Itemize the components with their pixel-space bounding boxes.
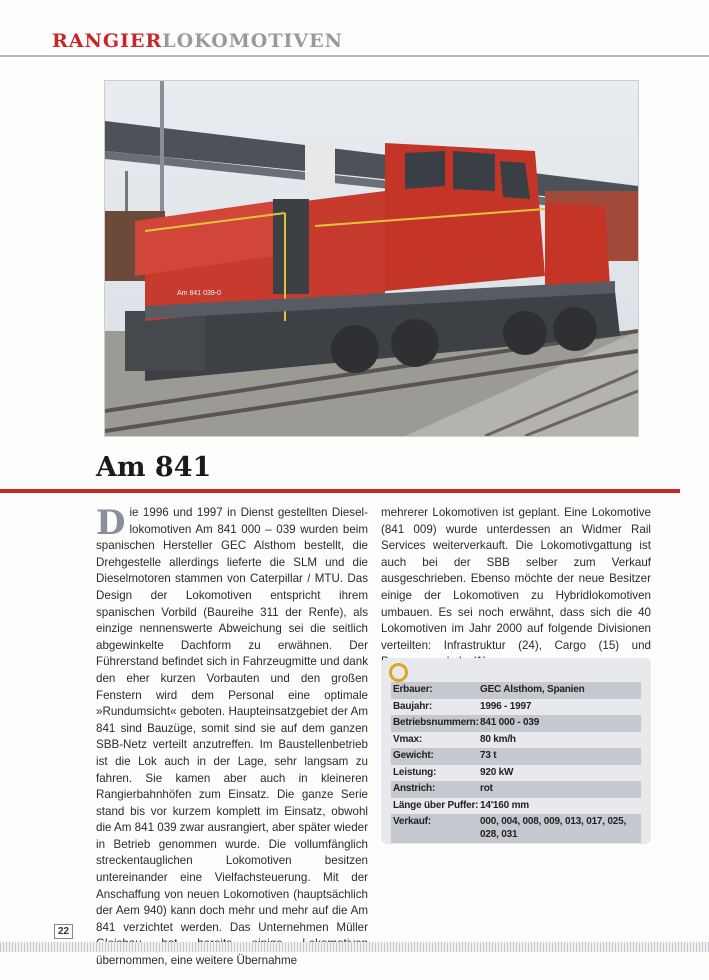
spec-box: [381, 658, 651, 844]
spec-key: Vmax:: [393, 733, 423, 745]
spec-key: Anstrich:: [393, 783, 436, 794]
ring-icon: [389, 663, 408, 682]
spec-value: 1996 - 1997: [480, 700, 532, 712]
spec-table: [391, 682, 641, 843]
spec-value: rot: [480, 783, 493, 794]
spec-value: 841 000 - 039: [480, 717, 540, 728]
spec-key: Leistung:: [393, 766, 437, 778]
spec-key: Gewicht:: [393, 750, 434, 761]
spec-key: Erbauer:: [393, 684, 433, 695]
page-title: Am 841: [96, 452, 212, 483]
number-plate: Am 841 039-0: [177, 290, 221, 297]
dropcap: D: [96, 503, 126, 543]
locomotive-illustration: [105, 81, 638, 436]
spec-value: 73 t: [480, 750, 497, 761]
page-number: 22: [54, 924, 73, 939]
section-header: [52, 30, 343, 52]
spec-row: [391, 814, 641, 843]
spec-row: [391, 715, 641, 732]
spec-key: Verkauf:: [393, 816, 431, 827]
title-rule: [0, 489, 680, 493]
spec-value: 920 kW: [480, 766, 514, 778]
body-column-2: mehrerer Lokomotiven ist geplant. Eine Lokomotive (841 009) wurde unterdessen an Widmer Rail Services weiterverkauft. Die Lokomotivgattung ist auch bei der SBB selber zum Verkauf ausgeschrieben. Ebenso möchte der neue Besitzer einige der Lokomotiven zu Hybridlokomotiven umbauen. Es sei noch erwähnt, dass sich die 40 Lokomotiven im Jahr 2000 auf folgende Divisionen verteilten: Infrastruktur (24), Cargo (15) und: [381, 506, 651, 652]
header-part2: LOKOMOTIVEN: [162, 30, 343, 52]
spec-row: [391, 798, 641, 815]
spec-row: [391, 732, 641, 749]
spec-value: 14'160 mm: [480, 799, 529, 811]
footer-band: [0, 942, 709, 952]
spec-value: 80 km/h: [480, 733, 516, 745]
spec-key: Betriebsnummern:: [393, 717, 479, 728]
spec-key: Länge über Puffer:: [393, 799, 479, 811]
spec-row: [391, 699, 641, 716]
locomotive-photo: [104, 80, 639, 437]
header-rule: [0, 55, 709, 57]
spec-key: Baujahr:: [393, 700, 432, 712]
spec-value: GEC Alsthom, Spanien: [480, 684, 585, 695]
header-part1: RANGIER: [52, 30, 163, 52]
spec-row: [391, 682, 641, 699]
spec-row: [391, 748, 641, 765]
body-text-1: ie 1996 und 1997 in Dienst gestellten Diesellokomotiven Am 841 000 – 039 wurden beim spanischen Hersteller GEC Alsthom bestellt, die Drehgestelle allerdings lieferte die SLM und die Dieselmotoren stammen von Caterpillar / MTU. Das Design der Lokomotiven entspricht ihrem spanischen Vorbild (Baureihe 311 der Renfe), als einzige nennenswerte Abweichung sei die seitlich abgewinkelte Dachform zu erwähnen. Der Führerstand befindet sich in Fahrzeugmitte und dank den eher kurzen Vorbauten und den großen Fenstern wird dem Personal eine optimale »Rundumsicht« geboten. Haupteinsatzgebiet der Am 841 sind Bauzüge, somit sind sie auf dem ganzen SBB-Netz verteilt anzutreffen. Im Baustellenbetrieb ist die Lok auch in der Lage, sehr langsam zu fahren. Sie kamen aber auch in kleineren Rangierbahnhöfen zum Einsatz. Die ganze Serie stand bis vor kurzem komplett im Einsatz, obwohl die Am 841 039 zwar ausrangiert, aber später wieder in Betrieb genommen wurde. Die vollumfänglich streckentauglichen Lokomotiven besitzen untereinander eine Vielfachsteuerung. Mit der Anschaffung von neuen Lokomotiven (hauptsächlich der Aem 940) kann doch mehr und mehr auf die Am 841 verzichtet werden. Das Unternehmen Müller übernommen, eine weitere Übernahme: [96, 506, 368, 968]
spec-row: [391, 765, 641, 782]
spec-row: [391, 781, 641, 798]
body-column-1: [96, 505, 368, 970]
spec-value: 000, 004, 008, 009, 013, 017, 025, 028, 031: [480, 816, 627, 840]
